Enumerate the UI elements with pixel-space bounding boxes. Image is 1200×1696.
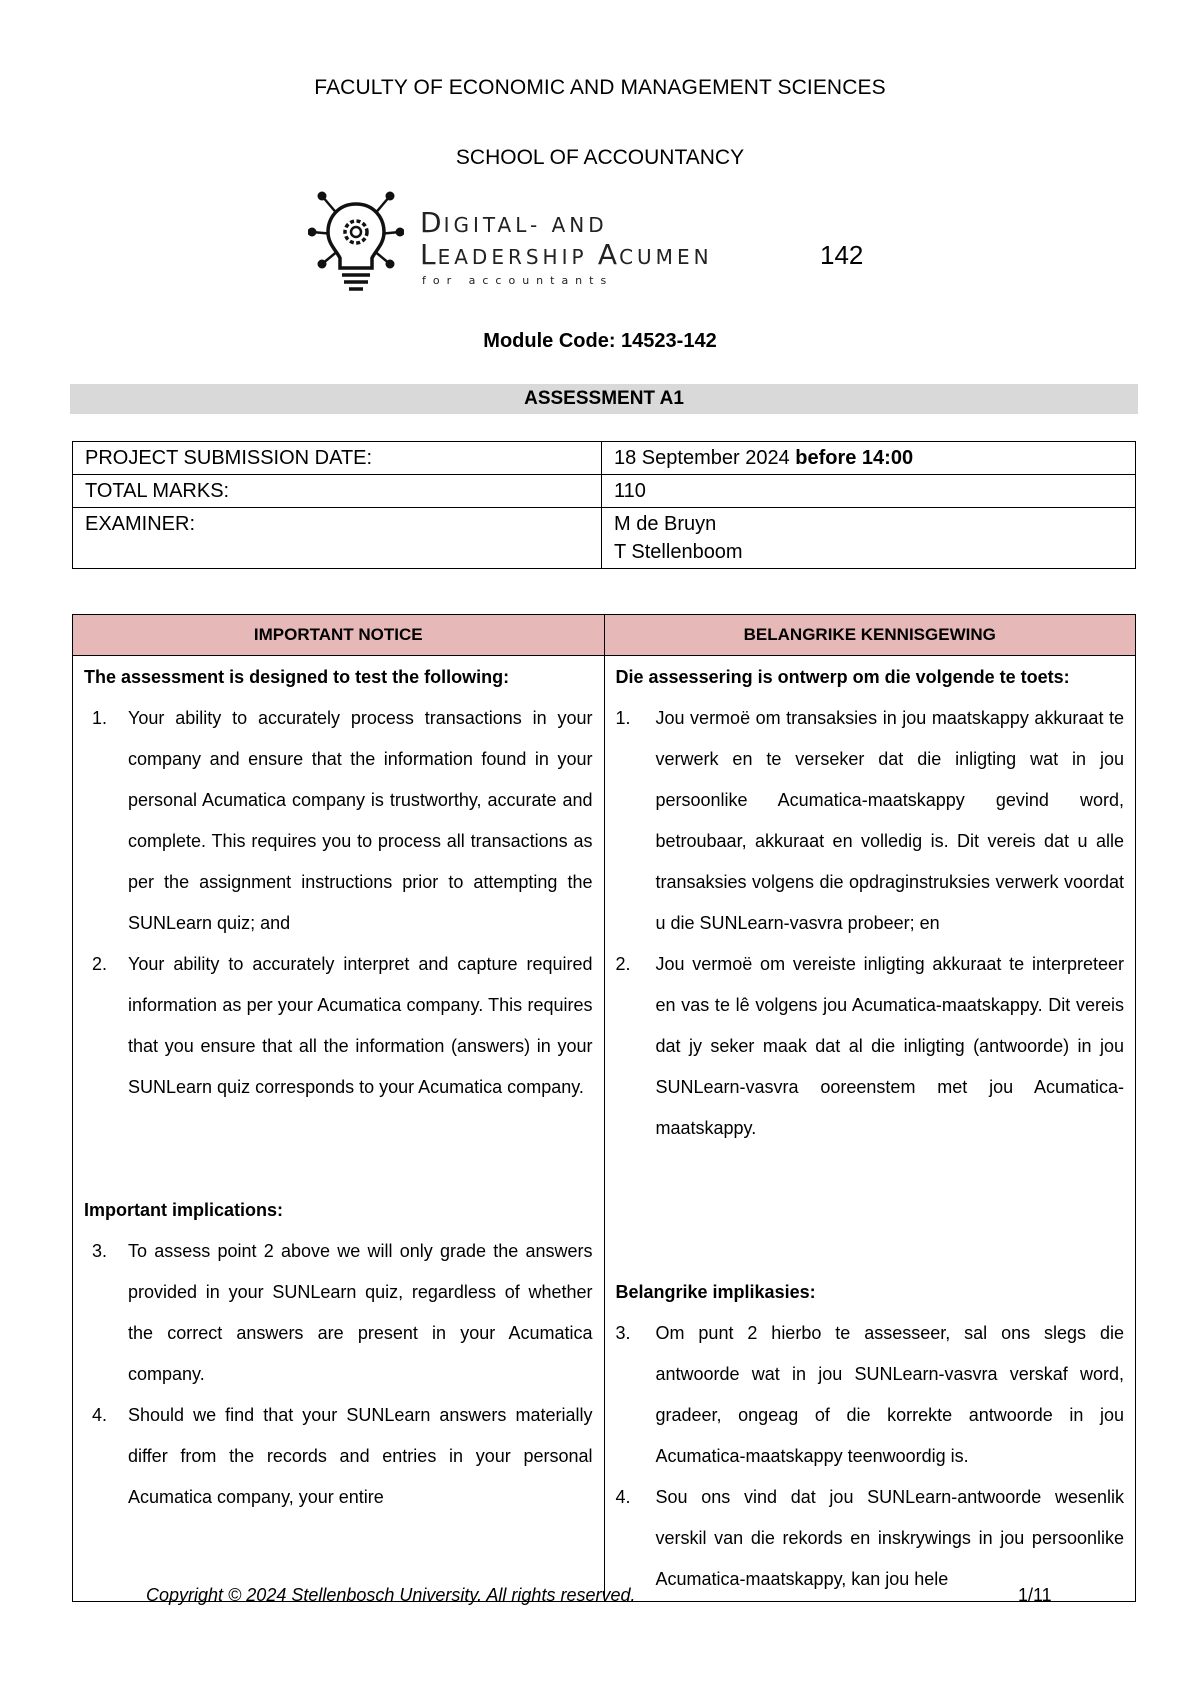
notice-heading-en: IMPORTANT NOTICE (73, 615, 605, 656)
list-item: 3. To assess point 2 above we will only grade the answers provided in your SUNLearn quiz, regardless of whether the correct answers are present in your Acumatica company. (92, 1241, 593, 1384)
table-header-row (73, 615, 1136, 656)
info-label: EXAMINER: (73, 508, 602, 569)
notice-table (72, 614, 1136, 1602)
list-item: 3. Om punt 2 hierbo te assesseer, sal ons slegs die antwoorde wat in jou SUNLearn-vasvra verskaf word, gradeer, ongeag of die korrekte antwoorde in jou Acumatica-maatskappy teenwoordig is. (615, 1323, 1124, 1466)
list-item: 4. Sou ons vind dat jou SUNLearn-antwoorde wesenlik verskil van die rekords en inskrywings in jou persoonlike Acumatica-maatskappy, kan jou hele (615, 1487, 1124, 1589)
list-item: 1. Your ability to accurately process transactions in your company and ensure that the information found in your personal Acumatica company is trustworthy, accurate and complete. This requires you to process all transactions as per the assignment instructions prior to attempting the SUNLearn quiz; and (92, 708, 593, 933)
logo-line-2: LEADERSHIP ACUMEN (420, 238, 713, 271)
table-row (73, 508, 1136, 569)
notice-afrikaans (604, 656, 1136, 1602)
logo-line-1: DIGITAL- AND (420, 206, 608, 239)
info-value: M de Bruyn T Stellenboom (602, 508, 1136, 569)
school-title: SCHOOL OF ACCOUNTANCY (455, 146, 745, 169)
module-number: 142 (820, 240, 864, 270)
notice-heading-af: BELANGRIKE KENNISGEWING (604, 615, 1136, 656)
list-item: 2. Jou vermoë om vereiste inligting akkuraat te interpreteer en vas te lê volgens jou Acumatica-maatskappy. Dit vereis dat jy seker maak dat al die inligting (antwoorde) in jou SUNLearn-vasvra ooreenstem met jou Acumatica-maatskappy. (615, 954, 1124, 1138)
list-item: 4. Should we find that your SUNLearn answers materially differ from the records and entries in your personal Acumatica company, your entire (92, 1405, 593, 1507)
module-logo (308, 186, 868, 306)
lightbulb-gear-icon (308, 186, 404, 306)
notice-intro: The assessment is designed to test the following: (84, 667, 510, 687)
assessment-info-table (72, 441, 1136, 569)
assessment-title: ASSESSMENT A1 (70, 384, 1138, 414)
notice-intro: Die assessering is ontwerp om die volgende te toets: (615, 667, 1070, 687)
implications-heading: Belangrike implikasies: (615, 1282, 816, 1302)
faculty-title: FACULTY OF ECONOMIC AND MANAGEMENT SCIENCES (314, 76, 886, 99)
info-value: 110 (602, 475, 1136, 508)
implications-heading: Important implications: (84, 1200, 284, 1220)
logo-tagline: for accountants (422, 274, 614, 287)
page-number: 1/11 (1018, 1585, 1052, 1605)
notice-english (73, 656, 605, 1602)
info-label: TOTAL MARKS: (73, 475, 602, 508)
info-value: 18 September 2024 before 14:00 (602, 442, 1136, 475)
copyright-notice: Copyright © 2024 Stellenbosch University. All rights reserved. (146, 1585, 636, 1605)
module-code: Module Code: 14523-142 (483, 330, 717, 352)
table-row (73, 656, 1136, 1602)
table-row (73, 442, 1136, 475)
list-item: 2. Your ability to accurately interpret and capture required information as per your Acumatica company. This requires that you ensure that all the information (answers) in your SUNLearn quiz corresponds to your Acumatica company. (92, 954, 593, 1097)
list-item: 1. Jou vermoë om transaksies in jou maatskappy akkuraat te verwerk en te verseker dat die inligting wat in jou persoonlike Acumatica-maatskappy gevind word, betroubaar, akkuraat en volledig is. Dit vereis dat u alle transaksies volgens die opdraginstruksies verwerk voordat u die SUNLearn-vasvra probeer; en (615, 708, 1124, 933)
table-row (73, 475, 1136, 508)
info-label: PROJECT SUBMISSION DATE: (73, 442, 602, 475)
